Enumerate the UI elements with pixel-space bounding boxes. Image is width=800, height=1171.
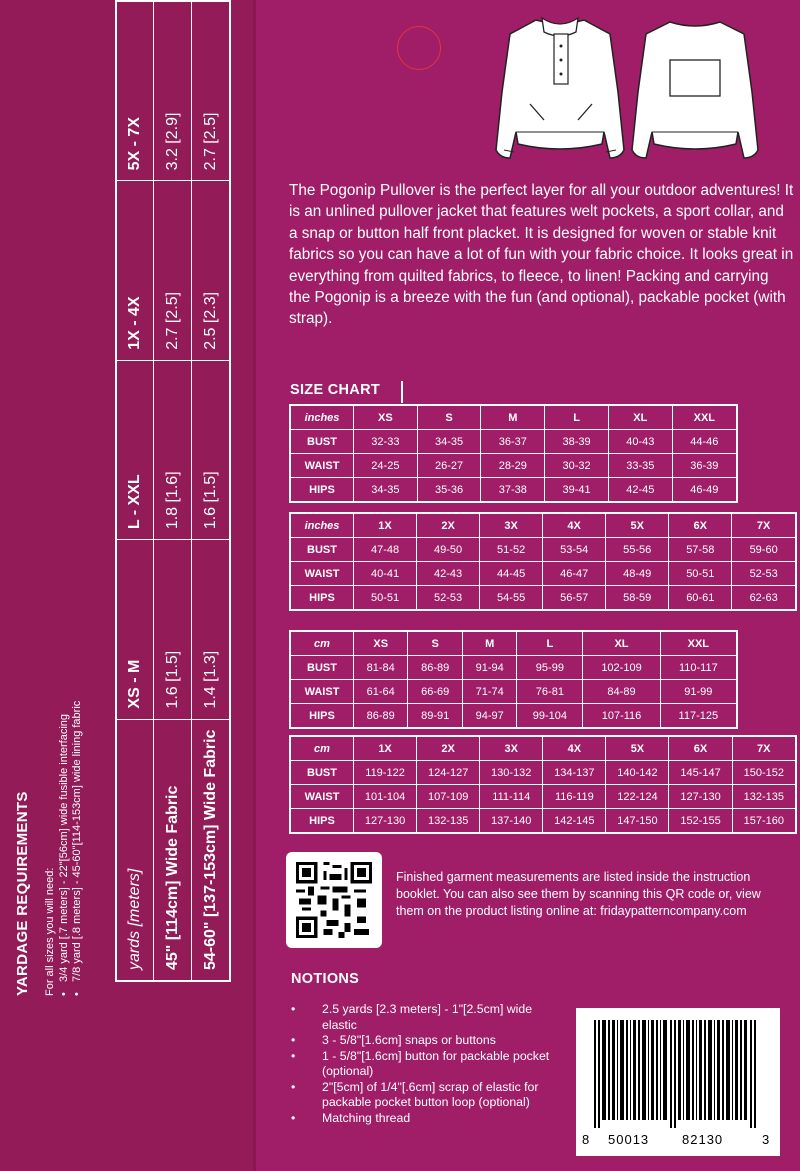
barcode-bars-icon [590,1020,766,1128]
size-cell: 57-58 [669,538,732,562]
size-cell: 152-155 [669,809,732,834]
size-cell: 127-130 [354,809,417,834]
size-header: M [481,405,545,430]
size-header: L [545,405,609,430]
size-cell: 142-145 [543,809,606,834]
notion-item: • 2.5 yards [2.3 meters] - 1"[2.5cm] wide elastic [291,1002,567,1033]
barcode-digit: 3 [762,1132,770,1147]
barcode-digit: 82130 [682,1132,724,1147]
size-cell: 26-27 [417,454,481,478]
size-cell: 24-25 [354,454,418,478]
size-cell: 58-59 [606,586,669,611]
size-cell: 52-53 [732,562,796,586]
notion-item: • Matching thread [291,1111,567,1127]
yardage-size-header: 5X - 7X [116,1,154,181]
row-label: BUST [290,430,354,454]
size-cell: 40-43 [608,430,672,454]
size-header: XXL [672,405,737,430]
size-cell: 52-53 [417,586,480,611]
yardage-item: • 7/8 yard [.8 meters] - 45-60"[114-153cm] wide lining fabric [71,701,84,996]
unit-label: inches [290,513,354,538]
size-table-cm-plus [289,735,797,834]
size-cell: 42-43 [417,562,480,586]
size-header: 5X [606,736,669,761]
row-label: HIPS [290,586,354,611]
size-cell: 47-48 [354,538,417,562]
barcode [576,1008,780,1156]
size-cell: 54-55 [480,586,543,611]
size-cell: 59-60 [732,538,796,562]
row-label: HIPS [290,704,354,729]
row-label: BUST [290,538,354,562]
size-header: 7X [732,736,796,761]
size-header: 2X [417,513,480,538]
size-header: 4X [543,513,606,538]
yardage-section [0,0,255,1171]
size-cell: 33-35 [608,454,672,478]
size-cell: 137-140 [480,809,543,834]
yardage-cell: 2.7 [2.5] [154,181,192,360]
yardage-cell: 2.5 [2.3] [192,181,231,360]
size-cell: 150-152 [732,761,796,785]
yardage-cell: 3.2 [2.9] [154,1,192,181]
size-cell: 66-69 [408,680,462,704]
size-cell: 53-54 [543,538,606,562]
size-cell: 71-74 [462,680,516,704]
row-label: HIPS [290,809,354,834]
size-cell: 44-46 [672,430,737,454]
size-header: 1X [354,513,417,538]
size-cell: 86-89 [354,704,408,729]
row-label: BUST [290,656,354,680]
size-header: XXL [660,631,737,656]
size-cell: 38-39 [545,430,609,454]
size-cell: 61-64 [354,680,408,704]
yardage-item: • 3/4 yard [.7 meters] - 22"[56cm] wide fusible interfacing [58,701,71,996]
unit-label: cm [290,631,354,656]
size-cell: 28-29 [481,454,545,478]
qr-code-note: Finished garment measurements are listed inside the instruction booklet. You can also see them by scanning this QR code or, view them on the product listing online at: fridaypatterncompany.com [396,870,761,918]
size-cell: 91-94 [462,656,516,680]
size-cell: 34-35 [354,478,418,503]
size-cell: 35-36 [417,478,481,503]
pullover-back-illustration [630,12,760,164]
size-cell: 119-122 [354,761,417,785]
yardage-list [58,701,84,996]
size-cell: 34-35 [417,430,481,454]
pullover-front-illustration [492,12,628,164]
size-cell: 94-97 [462,704,516,729]
yardage-size-header: XS - M [116,540,154,719]
qr-code[interactable] [286,852,382,948]
size-cell: 132-135 [417,809,480,834]
size-cell: 110-117 [660,656,737,680]
unit-label: inches [290,405,354,430]
qr-code-icon [296,862,372,938]
size-cell: 40-41 [354,562,417,586]
barcode-digit: 50013 [608,1132,650,1147]
size-cell: 132-135 [732,785,796,809]
size-table-inches-misses [289,404,738,503]
text-cursor [401,381,403,403]
notion-item: • 2"[5cm] of 1/4"[.6cm] scrap of elastic for packable pocket button loop (optional) [291,1080,567,1111]
size-cell: 30-32 [545,454,609,478]
size-cell: 157-160 [732,809,796,834]
size-cell: 81-84 [354,656,408,680]
yardage-cell: 1.6 [1.5] [154,540,192,719]
size-cell: 36-37 [481,430,545,454]
yardage-row-label: 45" [114cm] Wide Fabric [154,719,192,981]
size-cell: 91-99 [660,680,737,704]
size-cell: 86-89 [408,656,462,680]
yardage-cell: 1.6 [1.5] [192,360,231,539]
size-header: XS [354,405,418,430]
size-cell: 44-45 [480,562,543,586]
size-header: 6X [669,513,732,538]
size-cell: 48-49 [606,562,669,586]
size-cell: 46-49 [672,478,737,503]
size-cell: 76-81 [517,680,583,704]
yardage-unit-label: yards [meters] [116,719,154,981]
size-header: S [408,631,462,656]
size-cell: 99-104 [517,704,583,729]
yardage-cell: 2.7 [2.5] [192,1,231,181]
size-cell: 89-91 [408,704,462,729]
unit-label: cm [290,736,354,761]
size-header: 3X [480,513,543,538]
size-cell: 95-99 [517,656,583,680]
size-table-inches-plus [289,512,797,611]
size-cell: 124-127 [417,761,480,785]
size-cell: 111-114 [480,785,543,809]
barcode-digit: 8 [582,1132,590,1147]
size-cell: 117-125 [660,704,737,729]
size-header: M [462,631,516,656]
size-header: 1X [354,736,417,761]
size-cell: 101-104 [354,785,417,809]
size-cell: 116-119 [543,785,606,809]
row-label: WAIST [290,680,354,704]
yardage-table [115,0,231,982]
size-cell: 39-41 [545,478,609,503]
size-header: 7X [732,513,796,538]
size-cell: 56-57 [543,586,606,611]
notion-item: • 1 - 5/8"[1.6cm] button for packable pocket (optional) [291,1049,567,1080]
size-cell: 32-33 [354,430,418,454]
size-header: 4X [543,736,606,761]
size-cell: 55-56 [606,538,669,562]
size-cell: 51-52 [480,538,543,562]
size-cell: 50-51 [354,586,417,611]
size-cell: 145-147 [669,761,732,785]
size-header: XS [354,631,408,656]
product-description: The Pogonip Pullover is the perfect layer for all your outdoor adventures! It is an unlined pullover jacket that features welt pockets, a sport collar, and a snap or button half front placket. It is designed for woven or stable knit fabrics so you can have a lot of fun with your fabric choice. It looks great in everything from quilted fabrics, to fleece, to linen! Packing and carrying the Pogonip is a breeze with the fun (and optional), packable pocket (with strap). [289,182,794,328]
yardage-cell: 1.8 [1.6] [154,360,192,539]
size-table-cm-misses [289,630,738,729]
size-cell: 62-63 [732,586,796,611]
size-cell: 84-89 [583,680,660,704]
size-header: 5X [606,513,669,538]
registration-circle [397,26,441,70]
size-cell: 107-109 [417,785,480,809]
size-cell: 50-51 [669,562,732,586]
size-cell: 122-124 [606,785,669,809]
yardage-intro: For all sizes you will need: [44,867,56,996]
size-cell: 130-132 [480,761,543,785]
yardage-row-label: 54-60" [137-153cm] Wide Fabric [192,719,231,981]
size-cell: 134-137 [543,761,606,785]
size-cell: 140-142 [606,761,669,785]
size-header: 6X [669,736,732,761]
row-label: BUST [290,761,354,785]
size-header: XL [608,405,672,430]
size-cell: 49-50 [417,538,480,562]
size-header: L [517,631,583,656]
row-label: WAIST [290,562,354,586]
size-header: S [417,405,481,430]
size-cell: 42-45 [608,478,672,503]
size-cell: 36-39 [672,454,737,478]
row-label: HIPS [290,478,354,503]
row-label: WAIST [290,785,354,809]
yardage-size-header: L - XXL [116,360,154,539]
size-cell: 102-109 [583,656,660,680]
notions-title: NOTIONS [291,971,360,987]
size-header: 3X [480,736,543,761]
size-cell: 46-47 [543,562,606,586]
size-chart-title: SIZE CHART [290,382,380,398]
size-cell: 107-116 [583,704,660,729]
size-cell: 127-130 [669,785,732,809]
row-label: WAIST [290,454,354,478]
notions-list [291,1002,567,1126]
size-cell: 147-150 [606,809,669,834]
size-header: 2X [417,736,480,761]
size-cell: 60-61 [669,586,732,611]
yardage-title: YARDAGE REQUIREMENTS [14,791,31,996]
size-header: XL [583,631,660,656]
notion-item: • 3 - 5/8"[1.6cm] snaps or buttons [291,1033,567,1049]
yardage-size-header: 1X - 4X [116,181,154,360]
yardage-cell: 1.4 [1.3] [192,540,231,719]
size-cell: 37-38 [481,478,545,503]
